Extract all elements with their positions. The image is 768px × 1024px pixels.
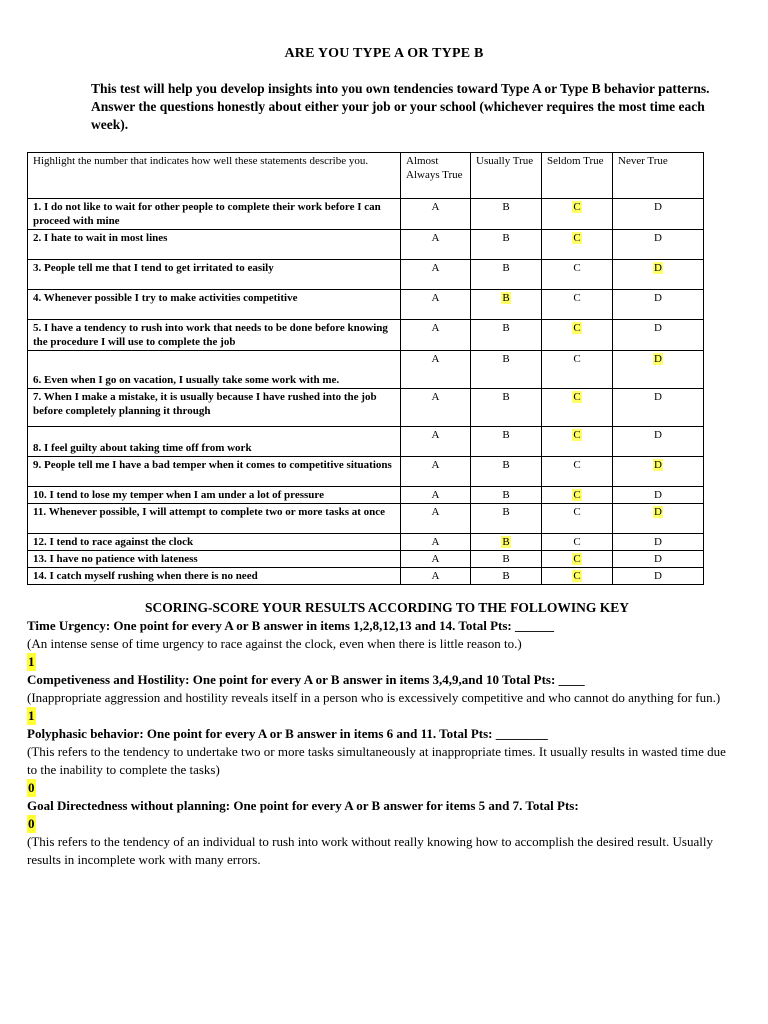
answer-option: B [502, 570, 510, 582]
table-row [28, 427, 704, 457]
answer-option: B [502, 506, 510, 518]
header-seldom-true: Seldom True [542, 153, 613, 199]
table-row [28, 230, 704, 260]
table-row [28, 487, 704, 504]
answer-option: C [573, 459, 581, 471]
answer-cell[interactable] [613, 487, 704, 504]
intro-paragraph: This test will help you develop insights into you own tendencies toward Type A or Type B behavior patterns. Answer the questions honestly about either your job or your school (whichever requires the most time each week). [91, 81, 710, 132]
answer-cell[interactable] [401, 487, 471, 504]
answer-option: D [654, 536, 662, 548]
answer-option: B [502, 429, 510, 441]
statement-cell: 11. Whenever possible, I will attempt to complete two or more tasks at once [28, 504, 401, 534]
answer-cell[interactable] [613, 230, 704, 260]
answer-cell[interactable] [542, 568, 613, 585]
answer-cell[interactable] [542, 551, 613, 568]
statement-cell: 4. Whenever possible I try to make activities competitive [28, 290, 401, 320]
answer-cell[interactable] [613, 427, 704, 457]
answer-cell[interactable] [471, 427, 542, 457]
answer-option: D [654, 232, 662, 244]
score-value: 1 [28, 708, 35, 723]
header-statement: Highlight the number that indicates how well these statements describe you. [28, 153, 401, 199]
answer-option: B [502, 322, 510, 334]
answer-cell[interactable] [613, 290, 704, 320]
answer-cell[interactable] [613, 504, 704, 534]
answer-option: D [654, 322, 662, 334]
answer-cell[interactable] [542, 230, 613, 260]
answer-option: C [573, 506, 581, 518]
answer-option: B [502, 201, 510, 213]
statement-cell: 12. I tend to race against the clock [28, 534, 401, 551]
answer-option: B [502, 232, 510, 244]
answer-option: B [502, 553, 510, 565]
answer-option: A [431, 570, 440, 582]
scoring-description: (This refers to the tendency of an individual to rush into work without really knowing how to accomplish the desired result. Usually results in incomplete work with many errors. [27, 834, 713, 867]
answer-cell[interactable] [613, 351, 704, 389]
score-value: 0 [28, 816, 35, 831]
selected-answer-highlight: C [573, 429, 581, 441]
answer-cell[interactable] [613, 389, 704, 427]
header-usually-true: Usually True [471, 153, 542, 199]
answer-cell[interactable] [401, 351, 471, 389]
selected-answer-highlight: C [573, 570, 581, 582]
answer-option: A [431, 506, 440, 518]
answer-cell[interactable] [471, 320, 542, 351]
statement-cell: 8. I feel guilty about taking time off from work [28, 427, 401, 457]
answer-cell[interactable] [471, 487, 542, 504]
answer-option: B [502, 262, 510, 274]
answer-option: A [431, 429, 440, 441]
answer-cell[interactable] [471, 568, 542, 585]
answer-cell[interactable] [401, 320, 471, 351]
table-row [28, 551, 704, 568]
answer-option: A [431, 459, 440, 471]
table-row [28, 504, 704, 534]
table-row [28, 351, 704, 389]
questionnaire-table [27, 152, 704, 585]
selected-answer-highlight: D [654, 459, 662, 471]
answer-cell[interactable] [542, 199, 613, 230]
answer-cell[interactable] [542, 427, 613, 457]
answer-option: A [431, 353, 440, 365]
statement-cell: 3. People tell me that I tend to get irritated to easily [28, 260, 401, 290]
scoring-description: (Inappropriate aggression and hostility reveals itself in a person who is excessively competitive and who cannot do anything for fun.) [27, 690, 721, 705]
answer-cell[interactable] [471, 260, 542, 290]
table-row [28, 199, 704, 230]
statement-cell: 5. I have a tendency to rush into work that needs to be done before knowing the procedure I will use to complete the job [28, 320, 401, 351]
answer-option: B [502, 391, 510, 403]
header-almost-always-true: Almost Always True [401, 153, 471, 199]
scoring-category: Polyphasic behavior: One point for every A or B answer in items 6 and 11. Total Pts: ________ [27, 726, 548, 741]
answer-option: A [431, 391, 440, 403]
page-title: ARE YOU TYPE A OR TYPE B [284, 46, 484, 61]
answer-cell[interactable] [471, 230, 542, 260]
selected-answer-highlight: C [573, 391, 581, 403]
answer-cell[interactable] [471, 534, 542, 551]
scoring-description: (An intense sense of time urgency to race against the clock, even when there is little reason to.) [27, 636, 522, 651]
answer-cell[interactable] [613, 457, 704, 487]
answer-option: B [502, 353, 510, 365]
answer-option: A [431, 292, 440, 304]
answer-cell[interactable] [401, 504, 471, 534]
answer-option: D [654, 391, 662, 403]
answer-cell[interactable] [471, 551, 542, 568]
header-never-true: Never True [613, 153, 704, 199]
table-row [28, 260, 704, 290]
answer-cell[interactable] [613, 199, 704, 230]
selected-answer-highlight: B [502, 536, 510, 548]
answer-cell[interactable] [613, 551, 704, 568]
scoring-description: (This refers to the tendency to undertake two or more tasks simultaneously at inappropriate times. It usually results in wasted time due to the inability to complete the tasks) [27, 744, 726, 777]
answer-cell[interactable] [542, 487, 613, 504]
answer-cell[interactable] [542, 320, 613, 351]
answer-cell[interactable] [542, 260, 613, 290]
answer-option: B [502, 459, 510, 471]
table-row [28, 389, 704, 427]
answer-option: D [654, 292, 662, 304]
answer-cell[interactable] [401, 260, 471, 290]
statement-cell: 9. People tell me I have a bad temper when it comes to competitive situations [28, 457, 401, 487]
statement-cell: 10. I tend to lose my temper when I am under a lot of pressure [28, 487, 401, 504]
answer-cell[interactable] [613, 320, 704, 351]
statement-cell: 1. I do not like to wait for other people to complete their work before I can proceed with mine [28, 199, 401, 230]
answer-option: C [573, 536, 581, 548]
answer-option: C [573, 292, 581, 304]
answer-cell[interactable] [613, 534, 704, 551]
table-row [28, 568, 704, 585]
answer-option: A [431, 322, 440, 334]
selected-answer-highlight: C [573, 489, 581, 501]
answer-cell[interactable] [401, 290, 471, 320]
answer-option: A [431, 489, 440, 501]
table-row [28, 290, 704, 320]
answer-option: D [654, 553, 662, 565]
answer-option: B [502, 489, 510, 501]
answer-cell[interactable] [401, 534, 471, 551]
answer-option: D [654, 570, 662, 582]
answer-cell[interactable] [542, 457, 613, 487]
statement-cell: 6. Even when I go on vacation, I usually take some work with me. [28, 351, 401, 389]
answer-option: A [431, 201, 440, 213]
scoring-category: Competiveness and Hostility: One point for every A or B answer in items 3,4,9,and 10 Total Pts: ____ [27, 672, 585, 687]
statement-cell: 14. I catch myself rushing when there is no need [28, 568, 401, 585]
answer-cell[interactable] [401, 457, 471, 487]
answer-cell[interactable] [613, 568, 704, 585]
answer-cell[interactable] [471, 389, 542, 427]
scoring-heading: SCORING-SCORE YOUR RESULTS ACCORDING TO THE FOLLOWING KEY [145, 600, 629, 615]
selected-answer-highlight: C [573, 322, 581, 334]
selected-answer-highlight: B [502, 292, 510, 304]
selected-answer-highlight: C [573, 553, 581, 565]
answer-cell[interactable] [542, 389, 613, 427]
answer-option: D [654, 201, 662, 213]
answer-cell[interactable] [471, 457, 542, 487]
answer-cell[interactable] [613, 260, 704, 290]
table-row [28, 457, 704, 487]
answer-cell[interactable] [401, 230, 471, 260]
table-header-row [28, 153, 704, 199]
answer-cell[interactable] [401, 427, 471, 457]
answer-cell[interactable] [401, 199, 471, 230]
answer-cell[interactable] [401, 389, 471, 427]
answer-option: C [573, 353, 581, 365]
answer-cell[interactable] [401, 551, 471, 568]
answer-option: D [654, 429, 662, 441]
statement-cell: 7. When I make a mistake, it is usually because I have rushed into the job before completely planning it through [28, 389, 401, 427]
selected-answer-highlight: D [654, 506, 662, 518]
answer-option: C [573, 262, 581, 274]
answer-cell[interactable] [542, 290, 613, 320]
answer-cell[interactable] [471, 290, 542, 320]
answer-cell[interactable] [471, 351, 542, 389]
answer-option: A [431, 536, 440, 548]
score-value: 1 [28, 654, 35, 669]
answer-option: A [431, 553, 440, 565]
scoring-category: Goal Directedness without planning: One point for every A or B answer for items 5 and 7. Total Pts: [27, 798, 579, 813]
answer-cell[interactable] [471, 504, 542, 534]
scoring-section [27, 599, 727, 869]
answer-cell[interactable] [542, 534, 613, 551]
answer-option: A [431, 232, 440, 244]
answer-cell[interactable] [542, 351, 613, 389]
table-row [28, 320, 704, 351]
selected-answer-highlight: D [654, 262, 662, 274]
answer-option: A [431, 262, 440, 274]
answer-cell[interactable] [542, 504, 613, 534]
answer-option: D [654, 489, 662, 501]
score-value: 0 [28, 780, 35, 795]
scoring-category: Time Urgency: One point for every A or B answer in items 1,2,8,12,13 and 14. Total Pts: ______ [27, 618, 554, 633]
answer-cell[interactable] [471, 199, 542, 230]
selected-answer-highlight: C [573, 201, 581, 213]
statement-cell: 2. I hate to wait in most lines [28, 230, 401, 260]
selected-answer-highlight: C [573, 232, 581, 244]
table-row [28, 534, 704, 551]
answer-cell[interactable] [401, 568, 471, 585]
statement-cell: 13. I have no patience with lateness [28, 551, 401, 568]
selected-answer-highlight: D [654, 353, 662, 365]
